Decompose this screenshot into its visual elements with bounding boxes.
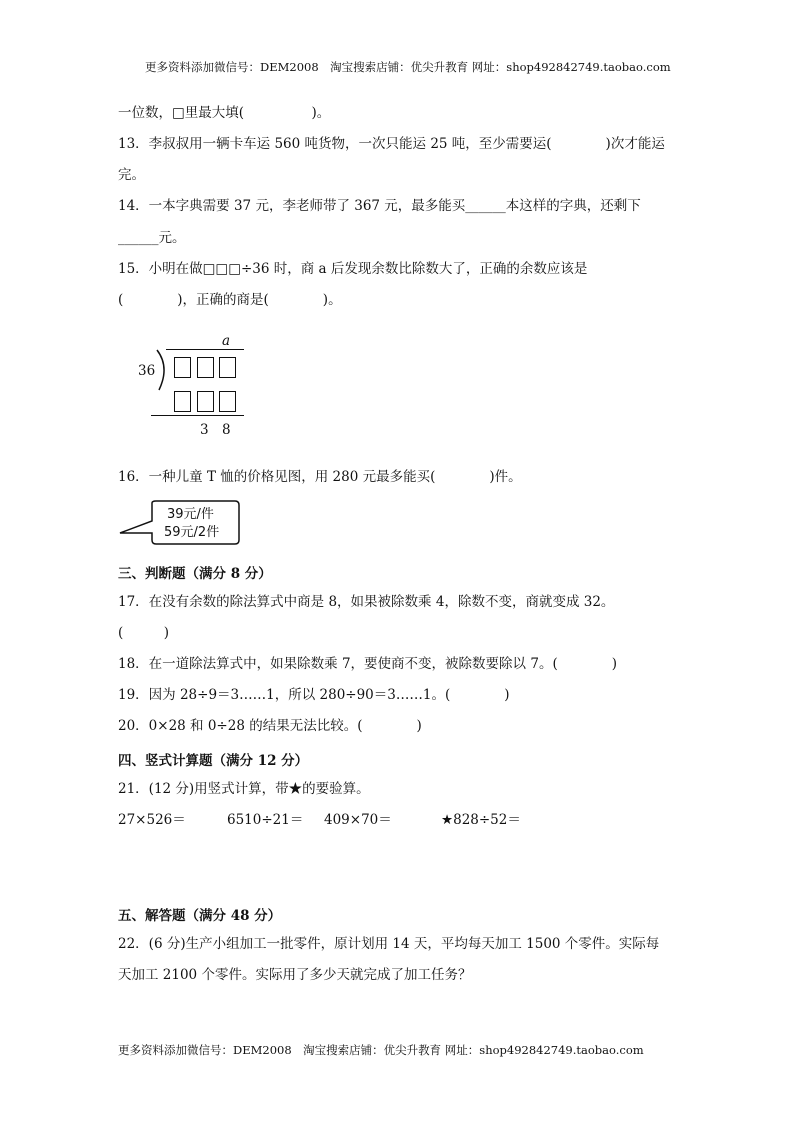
- question-18: 18．在一道除法算式中，如果除数乘 7，要使商不变，被除数要除以 7。( ): [118, 656, 617, 672]
- question-17: 17．在没有余数的除法算式中商是 8，如果被除数乘 4，除数不变，商就变成 32。: [118, 594, 615, 610]
- result-digit: 3: [200, 422, 209, 438]
- question-22: 22．(6 分)生产小组加工一批零件，原计划用 14 天，平均每天加工 1500 个零件。实际每: [118, 936, 660, 952]
- digit-box: [197, 357, 214, 378]
- question-22-tail: 天加工 2100 个零件。实际用了多少天就完成了加工任务？: [118, 967, 472, 983]
- digit-box: [174, 357, 191, 378]
- digit-box: [219, 391, 236, 412]
- page-footer: 更多资料添加微信号：DEM2008 淘宝搜索店铺：优尖升教育 网址：shop492842749.taobao.com: [118, 1043, 644, 1057]
- question-21: 21．(12 分)用竖式计算，带★的要验算。: [118, 781, 370, 797]
- price-pair: 59元/2件: [164, 525, 220, 540]
- quotient-label: a: [222, 333, 231, 349]
- section-title-word-problems: 五、解答题（满分 48 分）: [118, 908, 282, 924]
- division-top-bar: [166, 349, 244, 350]
- question-16: 16．一种儿童 T 恤的价格见图，用 280 元最多能买( )件。: [118, 469, 522, 485]
- page-header: 更多资料添加微信号：DEM2008 淘宝搜索店铺：优尖升教育 网址：shop492842749.taobao.com: [145, 60, 671, 74]
- question-15-tail: ( )，正确的商是( )。: [118, 292, 342, 308]
- question-13-tail: 完。: [118, 167, 145, 183]
- divisor: 36: [138, 363, 156, 379]
- section-title-vertical-calc: 四、竖式计算题（满分 12 分）: [118, 753, 309, 769]
- question-14-tail: ______元。: [118, 230, 186, 246]
- question-15: 15．小明在做□□□÷36 时，商 a 后发现余数比除数大了，正确的余数应该是: [118, 261, 588, 277]
- result-digit: 8: [222, 422, 231, 438]
- calc-item-3: 409×70＝: [324, 812, 392, 828]
- calc-item-4: ★828÷52＝: [441, 812, 521, 828]
- section-title-judgment: 三、判断题（满分 8 分）: [118, 566, 272, 582]
- price-single: 39元/件: [167, 507, 214, 522]
- calc-item-2: 6510÷21＝: [227, 812, 304, 828]
- digit-box: [174, 391, 191, 412]
- digit-box: [197, 391, 214, 412]
- question-17-tail: ( ): [118, 625, 170, 641]
- question-20: 20．0×28 和 0÷28 的结果无法比较。( ): [118, 718, 422, 734]
- question-19: 19．因为 28÷9＝3……1，所以 280÷90＝3……1。( ): [118, 687, 510, 703]
- question-14: 14．一本字典需要 37 元，李老师带了 367 元，最多能买______本这样的字典，还剩下: [118, 198, 641, 214]
- digit-box: [219, 357, 236, 378]
- division-bottom-bar: [151, 415, 244, 416]
- calc-item-1: 27×526＝: [118, 812, 186, 828]
- question-13: 13．李叔叔用一辆卡车运 560 吨货物，一次只能运 25 吨，至少需要运( )次才能运: [118, 136, 665, 152]
- question-12-tail: 一位数，□里最大填( )。: [118, 105, 331, 121]
